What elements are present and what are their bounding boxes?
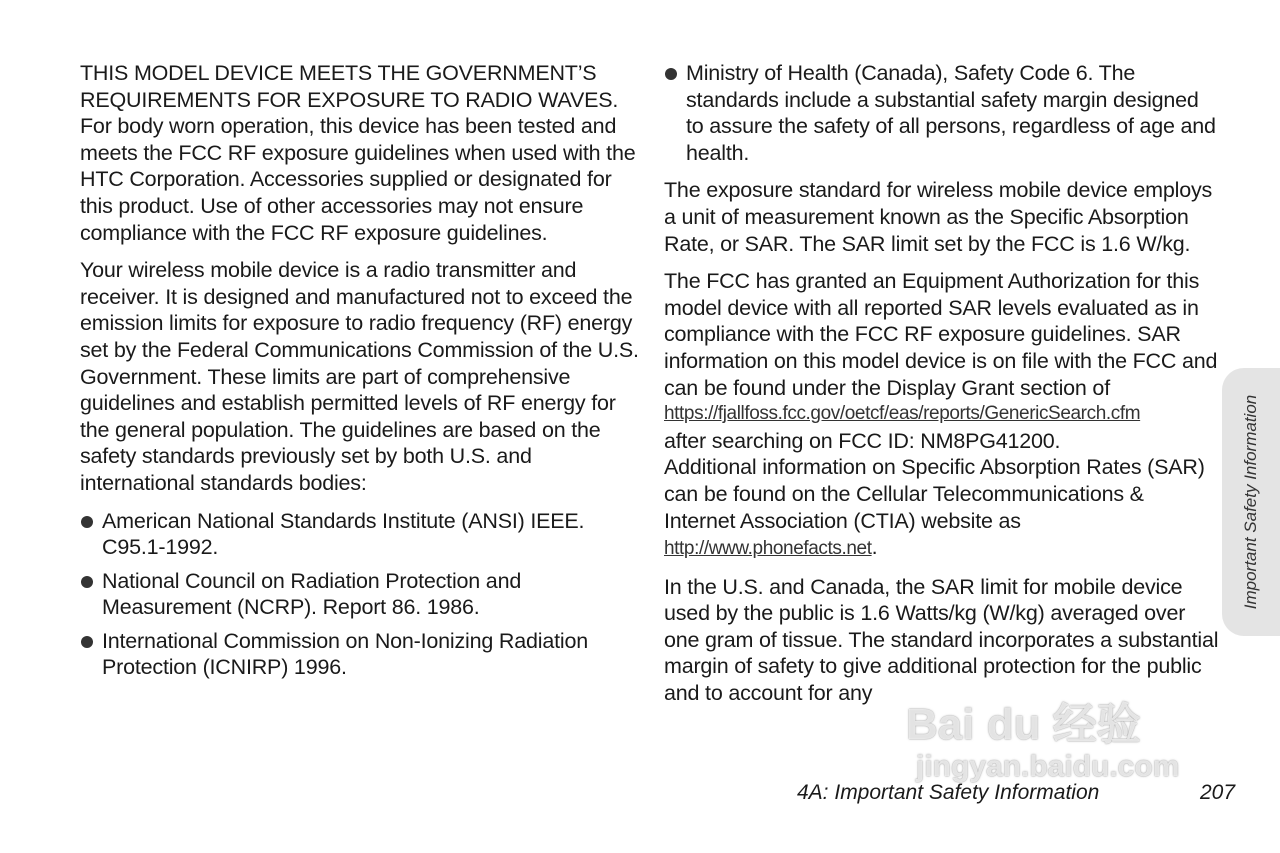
bullet-item-icnirp: International Commission on Non-Ionizing Radiation Protection (ICNIRP) 1996. xyxy=(80,628,640,681)
phonefacts-link[interactable]: http://www.phonefacts.net xyxy=(664,538,872,560)
right-paragraph-3: In the U.S. and Canada, the SAR limit for mobile device used by the public is 1.6 Watts/kg (W/kg) averaged over one gram of tissue. The standard incorporates a substantial margin of safety to give additional protection for the public and to account for any xyxy=(664,574,1219,706)
right-column xyxy=(664,60,1220,718)
fcc-id-text: after searching on FCC ID: NM8PG41200. xyxy=(664,428,1061,453)
footer-section-title: 4A: Important Safety Information xyxy=(797,781,1100,804)
bullet-item-health-canada: Ministry of Health (Canada), Safety Code 6. The standards include a substantial safety margin designed to assure the safety of all persons, regardless of age and health. xyxy=(664,60,1220,166)
sentence-period: . xyxy=(871,535,878,560)
ctia-info-text: Additional information on Specific Absorption Rates (SAR) can be found on the Cellular Telecommunications & Internet Association (CTIA) website as xyxy=(664,455,1205,533)
side-tab-label: Important Safety Information xyxy=(1241,394,1260,610)
left-paragraph-1: THIS MODEL DEVICE MEETS THE GOVERNMENT’S REQUIREMENTS FOR EXPOSURE TO RADIO WAVES. For body worn operation, this device has been tested and meets the FCC RF exposure guidelines when used with the HTC Corporation. Accessories supplied or designated for this product. Use of other accessories may not ensure compliance with the FCC RF exposure guidelines. xyxy=(80,61,636,245)
bullet-item-ansi: American National Standards Institute (ANSI) IEEE. C95.1-1992. xyxy=(80,508,640,561)
standards-bullet-list-continued xyxy=(664,60,1220,166)
right-paragraph-2 xyxy=(664,268,1220,563)
bullet-item-ncrp: National Council on Radiation Protection and Measurement (NCRP). Report 86. 1986. xyxy=(80,568,640,621)
right-paragraph-1: The exposure standard for wireless mobile device employs a unit of measurement known as the Specific Absorption Rate, or SAR. The SAR limit set by the FCC is 1.6 W/kg. xyxy=(664,178,1213,256)
fcc-authorization-text: The FCC has granted an Equipment Authorization for this model device with all reported SAR levels evaluated as in compliance with the FCC RF exposure guidelines. SAR information on this model device is on file with the FCC and can be found under the Display Grant section of xyxy=(664,269,1218,400)
watermark-sub-text: jingyan.baidu.com xyxy=(916,750,1180,783)
left-column xyxy=(80,60,640,692)
left-paragraph-2: Your wireless mobile device is a radio transmitter and receiver. It is designed and manufactured not to exceed the emission limits for exposure to radio frequency (RF) energy set by the Federal Communications Commission of the U.S. Government. These limits are part of comprehensive guidelines and establish permitted levels of RF energy for the general population. The guidelines are based on the safety standards previously set by both U.S. and international standards bodies: xyxy=(80,258,639,495)
fcc-search-link[interactable]: https://fjallfoss.fcc.gov/oetcf/eas/reports/GenericSearch.cfm xyxy=(664,403,1141,425)
standards-bullet-list xyxy=(80,508,640,682)
side-tab xyxy=(1222,368,1280,636)
watermark-main-text: Bai du 经验 xyxy=(906,700,1141,749)
page-number: 207 xyxy=(1200,781,1236,804)
